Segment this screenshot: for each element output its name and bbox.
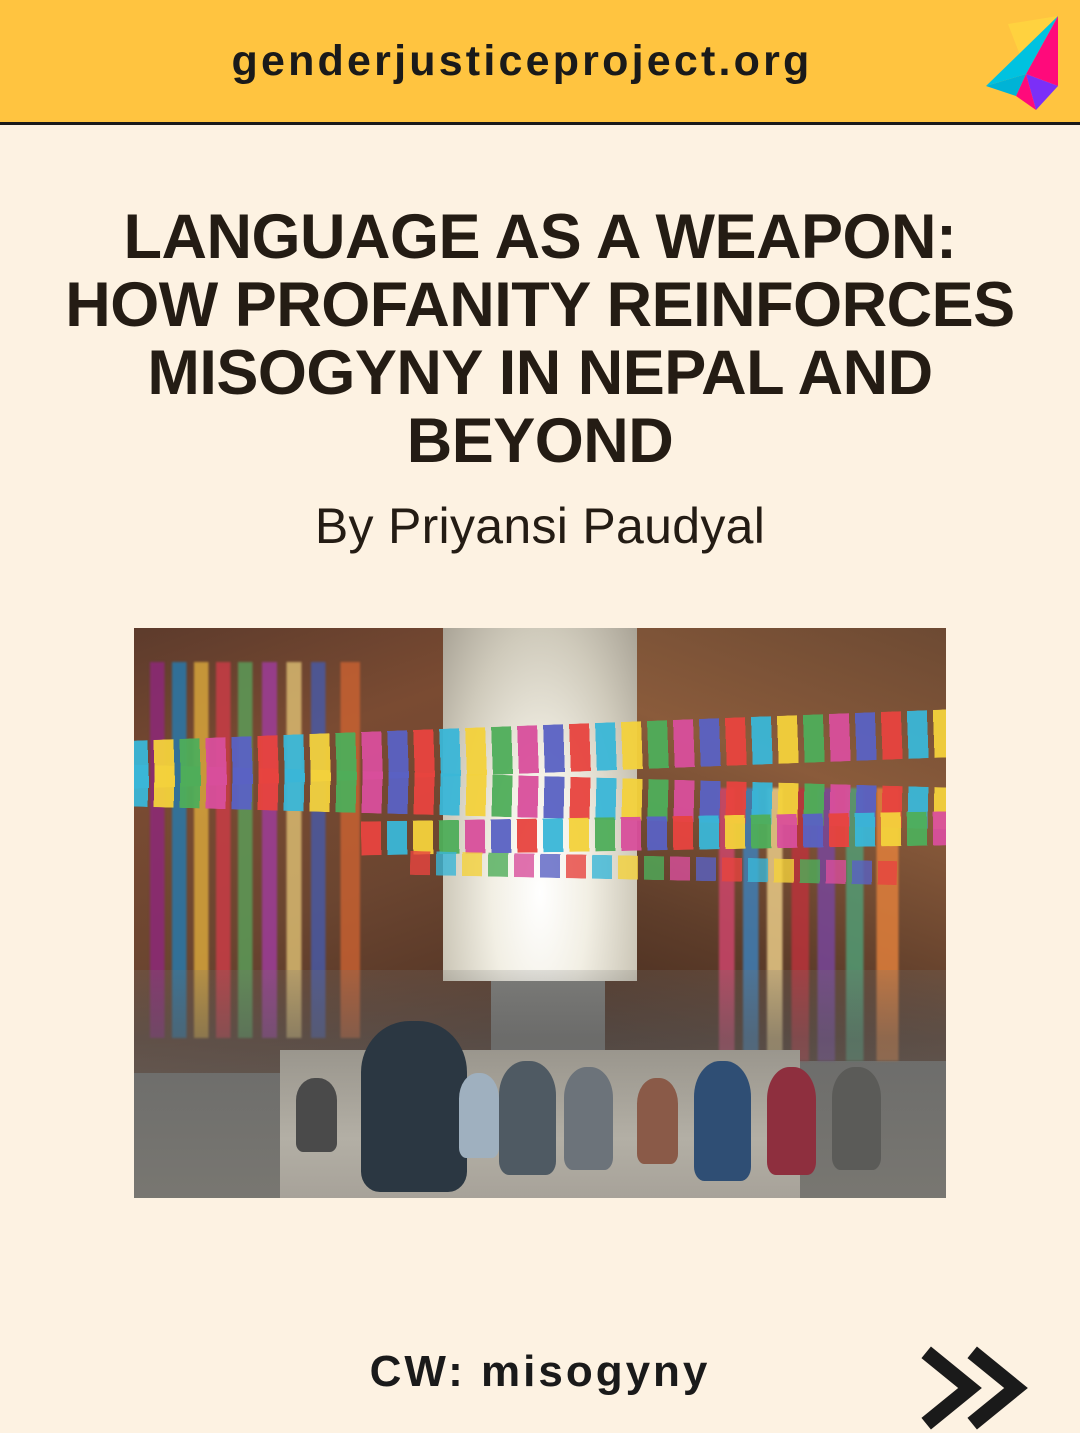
byline: By Priyansi Paudyal: [314, 498, 766, 555]
article-image: [134, 628, 946, 1198]
content-warning: CW: misogyny: [369, 1347, 711, 1396]
site-url[interactable]: genderjusticeproject.org: [231, 36, 813, 85]
paper-plane-logo-icon: [908, 14, 1058, 164]
double-chevron-right-icon[interactable]: [920, 1343, 1040, 1433]
photo-people: [134, 628, 946, 1198]
market-street-photo: [134, 628, 946, 1198]
page-title: LANGUAGE AS A WEAPON: HOW PROFANITY REINFORCES MISOGYNY IN NEPAL AND BEYOND: [65, 202, 1015, 477]
article-card: [0, 125, 1080, 1396]
